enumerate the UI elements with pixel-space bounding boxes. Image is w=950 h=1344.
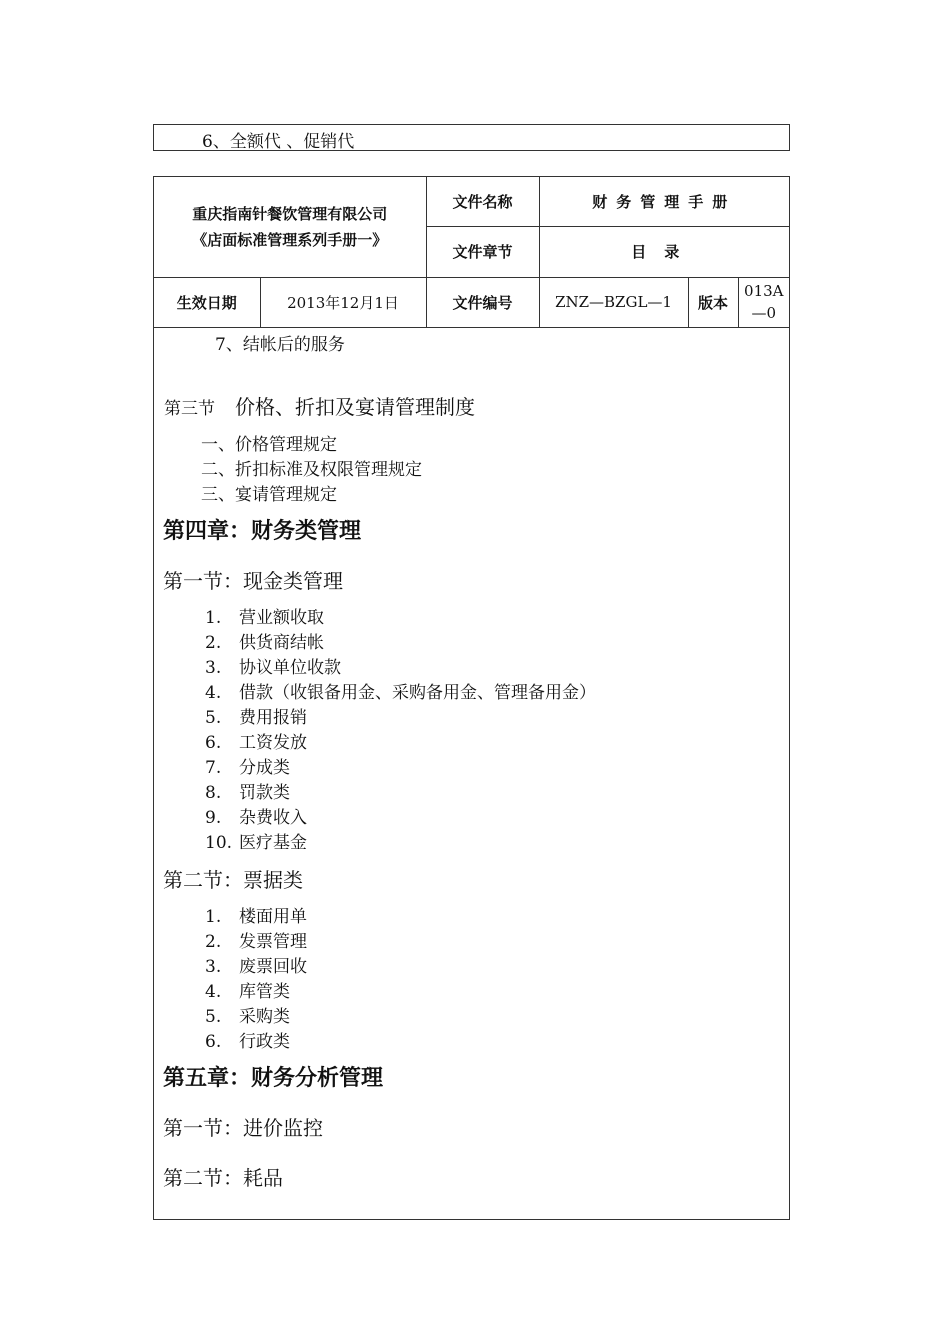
header-table bbox=[154, 177, 789, 328]
doc-name-label: 文件名称 bbox=[426, 177, 539, 226]
chapter5-section2-title: 第二节：耗品 bbox=[163, 1166, 283, 1190]
carry-item: 7、结帐后的服务 bbox=[215, 335, 345, 355]
chapter4-section1-title: 第一节：现金类管理 bbox=[163, 569, 343, 593]
list-item: 4. 库管类 bbox=[205, 982, 290, 1002]
section3-label: 第三节 bbox=[164, 399, 215, 419]
document-page bbox=[153, 176, 790, 1220]
list-item: 3. 废票回收 bbox=[205, 957, 307, 977]
doc-number-label: 文件编号 bbox=[426, 277, 539, 327]
list-item: 1. 楼面用单 bbox=[205, 907, 307, 927]
effective-date-label: 生效日期 bbox=[154, 277, 260, 327]
manual-series: 《店面标准管理系列手册一》 bbox=[192, 230, 388, 249]
doc-number-value: ZNZ—BZGL—1 bbox=[539, 277, 688, 327]
section3-item-2: 二、折扣标准及权限管理规定 bbox=[201, 460, 422, 480]
chapter5-title: 第五章：财务分析管理 bbox=[163, 1065, 384, 1091]
section-label: 文件章节 bbox=[426, 226, 539, 277]
section3-item-3: 三、宴请管理规定 bbox=[201, 485, 337, 505]
version-label: 版本 bbox=[688, 277, 738, 327]
list-item: 6. 行政类 bbox=[205, 1032, 290, 1052]
section3-item-1: 一、价格管理规定 bbox=[201, 435, 337, 455]
list-item: 7. 分成类 bbox=[205, 758, 290, 778]
chapter4-section2-title: 第二节：票据类 bbox=[163, 868, 303, 892]
version-line-2: —0 bbox=[751, 304, 777, 322]
section-value: 目录 bbox=[539, 226, 789, 277]
previous-page-fragment bbox=[153, 124, 790, 151]
list-item: 1. 营业额收取 bbox=[205, 608, 324, 628]
list-item: 3. 协议单位收款 bbox=[205, 658, 341, 678]
list-item: 8. 罚款类 bbox=[205, 783, 290, 803]
version-value bbox=[738, 277, 789, 327]
company-name: 重庆指南针餐饮管理有限公司 bbox=[192, 204, 388, 223]
list-item: 2. 发票管理 bbox=[205, 932, 307, 952]
section3-title: 价格、折扣及宴请管理制度 bbox=[235, 395, 475, 419]
chapter5-section1-title: 第一节：进价监控 bbox=[163, 1116, 323, 1140]
list-item: 4. 借款（收银备用金、采购备用金、管理备用金） bbox=[205, 683, 596, 703]
list-item: 5. 费用报销 bbox=[205, 708, 307, 728]
company-cell bbox=[154, 177, 426, 277]
list-item: 6. 工资发放 bbox=[205, 733, 307, 753]
section3-heading bbox=[164, 391, 475, 420]
version-line-1: 013A bbox=[744, 282, 784, 300]
list-item: 10. 医疗基金 bbox=[205, 833, 307, 853]
chapter4-title: 第四章：财务类管理 bbox=[163, 518, 362, 544]
effective-date-value: 2013年12月1日 bbox=[260, 277, 426, 327]
list-item: 5. 采购类 bbox=[205, 1007, 290, 1027]
list-item: 9. 杂费收入 bbox=[205, 808, 307, 828]
list-item: 2. 供货商结帐 bbox=[205, 633, 324, 653]
doc-name-value: 财务管理手册 bbox=[539, 177, 789, 226]
previous-page-line: 6、全额代 、促销代 bbox=[202, 132, 355, 152]
